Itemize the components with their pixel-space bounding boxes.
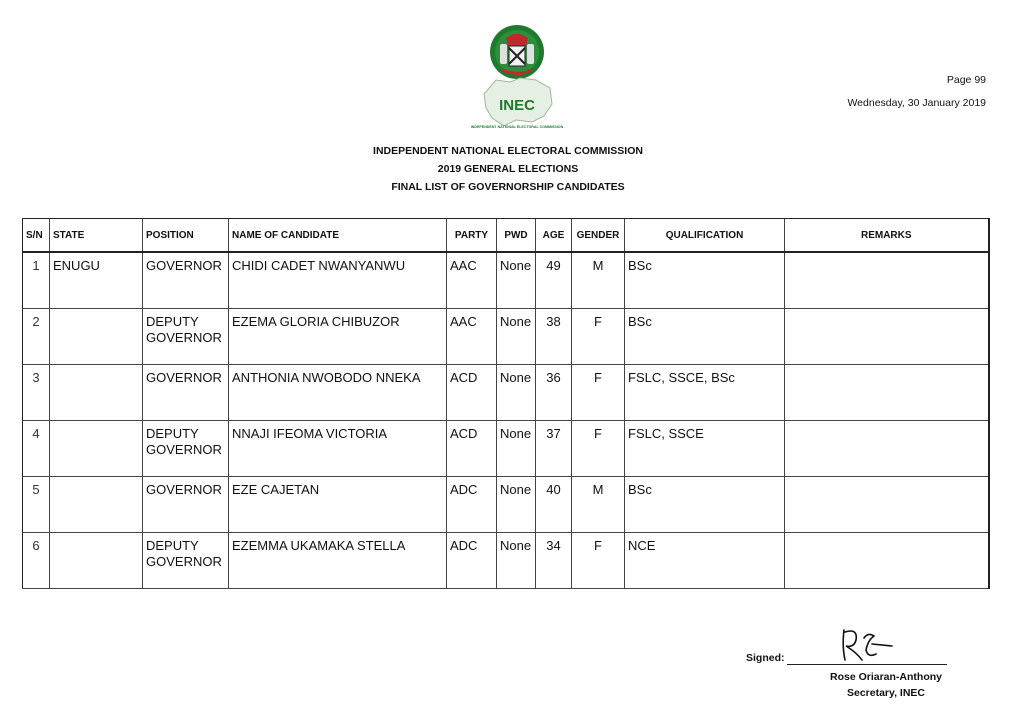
- cell-position: DEPUTY GOVERNOR: [143, 309, 229, 365]
- cell-sn: 6: [23, 533, 50, 589]
- cell-candidate-name: NNAJI IFEOMA VICTORIA: [229, 421, 447, 477]
- cell-candidate-name: CHIDI CADET NWANYANWU: [229, 252, 447, 309]
- cell-gender: F: [572, 365, 625, 421]
- cell-party: ADC: [447, 477, 497, 533]
- cell-state: [50, 421, 143, 477]
- cell-party: ACD: [447, 365, 497, 421]
- table-header-row: [23, 219, 989, 253]
- col-header-state: STATE: [50, 219, 143, 253]
- cell-age: 38: [536, 309, 572, 365]
- col-header-sn: S/N: [23, 219, 50, 253]
- cell-position: GOVERNOR: [143, 477, 229, 533]
- cell-party: ACD: [447, 421, 497, 477]
- cell-position: GOVERNOR: [143, 365, 229, 421]
- commission-title: INDEPENDENT NATIONAL ELECTORAL COMMISSION: [373, 145, 643, 157]
- cell-remarks: [785, 365, 989, 421]
- cell-sn: 5: [23, 477, 50, 533]
- cell-qualification: FSLC, SSCE: [625, 421, 785, 477]
- cell-sn: 2: [23, 309, 50, 365]
- cell-gender: F: [572, 533, 625, 589]
- cell-remarks: [785, 421, 989, 477]
- election-title: 2019 GENERAL ELECTIONS: [437, 163, 579, 175]
- cell-candidate-name: EZEMA GLORIA CHIBUZOR: [229, 309, 447, 365]
- cell-sn: 3: [23, 365, 50, 421]
- signer-title: Secretary, INEC: [846, 687, 925, 699]
- cell-state: [50, 477, 143, 533]
- col-header-party: PARTY: [447, 219, 497, 253]
- cell-position: DEPUTY GOVERNOR: [143, 533, 229, 589]
- candidates-table: [22, 218, 990, 589]
- table-row: [23, 252, 989, 309]
- cell-gender: F: [572, 421, 625, 477]
- table-row: [23, 477, 989, 533]
- cell-age: 36: [536, 365, 572, 421]
- table-row: [23, 533, 989, 589]
- cell-party: AAC: [447, 252, 497, 309]
- cell-state: ENUGU: [50, 252, 143, 309]
- cell-gender: M: [572, 252, 625, 309]
- cell-qualification: BSc: [625, 309, 785, 365]
- cell-state: [50, 533, 143, 589]
- cell-position: GOVERNOR: [143, 252, 229, 309]
- cell-qualification: NCE: [625, 533, 785, 589]
- document-heading: [0, 142, 1016, 196]
- cell-gender: F: [572, 309, 625, 365]
- cell-qualification: BSc: [625, 252, 785, 309]
- table-row: [23, 365, 989, 421]
- cell-sn: 4: [23, 421, 50, 477]
- col-header-qualification: QUALIFICATION: [625, 219, 785, 253]
- logo-wordmark: INEC: [499, 97, 535, 114]
- cell-age: 37: [536, 421, 572, 477]
- cell-remarks: [785, 477, 989, 533]
- cell-candidate-name: EZE CAJETAN: [229, 477, 447, 533]
- signer-name: Rose Oriaran-Anthony: [829, 671, 942, 683]
- inec-logo: [470, 22, 564, 138]
- table-row: [23, 421, 989, 477]
- col-header-age: AGE: [536, 219, 572, 253]
- cell-remarks: [785, 533, 989, 589]
- cell-state: [50, 365, 143, 421]
- signature-line: [787, 664, 947, 665]
- col-header-name: NAME OF CANDIDATE: [229, 219, 447, 253]
- cell-pwd: None: [497, 252, 536, 309]
- table-row: [23, 309, 989, 365]
- col-header-pwd: PWD: [497, 219, 536, 253]
- cell-qualification: FSLC, SSCE, BSc: [625, 365, 785, 421]
- cell-pwd: None: [497, 533, 536, 589]
- cell-pwd: None: [497, 421, 536, 477]
- cell-position: DEPUTY GOVERNOR: [143, 421, 229, 477]
- cell-age: 40: [536, 477, 572, 533]
- cell-candidate-name: ANTHONIA NWOBODO NNEKA: [229, 365, 447, 421]
- cell-pwd: None: [497, 477, 536, 533]
- cell-age: 34: [536, 533, 572, 589]
- cell-age: 49: [536, 252, 572, 309]
- col-header-position: POSITION: [143, 219, 229, 253]
- cell-party: ADC: [447, 533, 497, 589]
- cell-gender: M: [572, 477, 625, 533]
- col-header-gender: GENDER: [572, 219, 625, 253]
- cell-party: AAC: [447, 309, 497, 365]
- cell-qualification: BSc: [625, 477, 785, 533]
- handwritten-signature: [838, 626, 898, 664]
- signed-label: Signed:: [746, 652, 785, 664]
- list-title: FINAL LIST OF GOVERNORSHIP CANDIDATES: [391, 181, 625, 193]
- cell-remarks: [785, 309, 989, 365]
- cell-state: [50, 309, 143, 365]
- print-date: Wednesday, 30 January 2019: [847, 97, 986, 109]
- cell-pwd: None: [497, 365, 536, 421]
- cell-candidate-name: EZEMMA UKAMAKA STELLA: [229, 533, 447, 589]
- logo-caption: INDEPENDENT NATIONAL ELECTORAL COMMISSION: [470, 125, 564, 129]
- cell-remarks: [785, 252, 989, 309]
- cell-sn: 1: [23, 252, 50, 309]
- col-header-remarks: REMARKS: [785, 219, 989, 253]
- page-number: Page 99: [946, 74, 986, 86]
- cell-pwd: None: [497, 309, 536, 365]
